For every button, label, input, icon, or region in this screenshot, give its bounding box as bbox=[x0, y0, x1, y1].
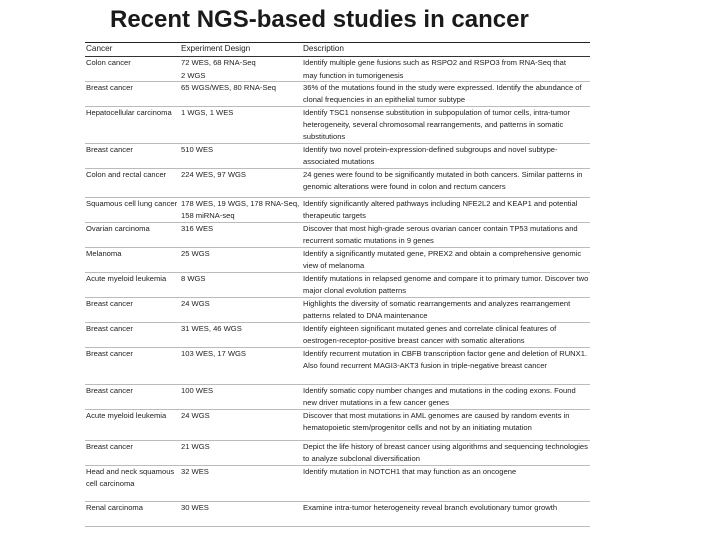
cell-description: may function in tumorigenesis bbox=[303, 71, 404, 80]
cell-cancer: Breast cancer bbox=[86, 299, 133, 308]
cell-description: Examine intra-tumor heterogeneity reveal branch evolutionary tumor growth bbox=[303, 503, 558, 512]
cell-cancer: Breast cancer bbox=[86, 442, 133, 451]
table-row bbox=[85, 144, 590, 169]
header-experiment-design: Experiment Design bbox=[181, 44, 251, 53]
cell-cancer: Breast cancer bbox=[86, 83, 133, 92]
cell-experiment-design: 2 WGS bbox=[181, 71, 206, 80]
cell-experiment-design: 31 WES, 46 WGS bbox=[181, 324, 242, 333]
table-row bbox=[85, 273, 590, 298]
cell-cancer: Colon and rectal cancer bbox=[86, 170, 167, 179]
cell-cancer: Acute myeloid leukemia bbox=[86, 411, 167, 420]
cell-experiment-design: 32 WES bbox=[181, 467, 209, 476]
cell-cancer: Colon cancer bbox=[86, 58, 131, 67]
table-row bbox=[85, 82, 590, 107]
table-row bbox=[85, 298, 590, 323]
table-row bbox=[85, 223, 590, 248]
studies-table bbox=[85, 42, 590, 527]
cell-experiment-design: 1 WGS, 1 WES bbox=[181, 108, 234, 117]
cell-experiment-design: 21 WGS bbox=[181, 442, 210, 451]
cell-experiment-design: 72 WES, 68 RNA-Seq bbox=[181, 58, 256, 67]
table-row bbox=[85, 348, 590, 385]
table-row bbox=[85, 107, 590, 144]
table-row bbox=[85, 385, 590, 410]
cell-experiment-design: 178 WES, 19 WGS, 178 RNA-Seq, 158 miRNA-seq bbox=[181, 199, 300, 221]
table-row bbox=[85, 410, 590, 441]
cell-experiment-design: 510 WES bbox=[181, 145, 214, 154]
cell-description: Depict the life history of breast cancer using algorithms and sequencing technologies to analyze subclonal diversification bbox=[303, 442, 588, 464]
cell-cancer bbox=[85, 70, 181, 81]
table-row bbox=[85, 502, 590, 527]
cell-experiment-design: 8 WGS bbox=[181, 274, 206, 283]
cell-experiment-design: 30 WES bbox=[181, 503, 209, 512]
cell-cancer: Hepatocellular carcinoma bbox=[86, 108, 172, 117]
cell-cancer: Renal carcinoma bbox=[86, 503, 143, 512]
table-row bbox=[85, 169, 590, 198]
cell-experiment-design: 103 WES, 17 WGS bbox=[181, 349, 246, 358]
cell-experiment-design: 24 WGS bbox=[181, 299, 210, 308]
table-row bbox=[85, 198, 590, 223]
table-row bbox=[85, 323, 590, 348]
cell-description: Discover that most high-grade serous ovarian cancer contain TP53 mutations and recurrent somatic mutations in 9 genes bbox=[303, 224, 578, 246]
cell-cancer: Breast cancer bbox=[86, 349, 133, 358]
cell-description: Highlights the diversity of somatic rearrangements and analyzes rearrangement patterns related to DNA maintenance bbox=[303, 299, 571, 321]
cell-cancer: Breast cancer bbox=[86, 324, 133, 333]
table-header bbox=[85, 43, 590, 57]
cell-cancer: Acute myeloid leukemia bbox=[86, 274, 167, 283]
cell-experiment-design: 224 WES, 97 WGS bbox=[181, 170, 246, 179]
cell-experiment-design: 65 WGS/WES, 80 RNA-Seq bbox=[181, 83, 276, 92]
cell-description: Identify mutation in NOTCH1 that may function as an oncogene bbox=[303, 467, 517, 476]
cell-cancer: Breast cancer bbox=[86, 145, 133, 154]
cell-description: Identify a significantly mutated gene, PREX2 and obtain a comprehensive genomic view of melanoma bbox=[303, 249, 582, 271]
table-body bbox=[85, 57, 590, 527]
header-description: Description bbox=[303, 44, 344, 53]
cell-experiment-design: 25 WGS bbox=[181, 249, 210, 258]
table-row bbox=[85, 466, 590, 502]
cell-description: Identify significantly altered pathways including NFE2L2 and KEAP1 and potential therapeutic targets bbox=[303, 199, 578, 221]
cell-cancer: Head and neck squamous cell carcinoma bbox=[86, 467, 175, 489]
cell-description: Identify mutations in relapsed genome and compare it to primary tumor. Discover two major clonal evolution patterns bbox=[303, 274, 589, 296]
table-row bbox=[85, 70, 590, 82]
cell-experiment-design: 316 WES bbox=[181, 224, 214, 233]
slide-title: Recent NGS-based studies in cancer bbox=[110, 6, 529, 33]
cell-description: 36% of the mutations found in the study were expressed. Identify the abundance of clonal frequencies in an epithelial tumor subtype bbox=[303, 83, 582, 105]
cell-description: Identify multiple gene fusions such as RSPO2 and RSPO3 from RNA-Seq that bbox=[303, 58, 566, 67]
cell-cancer: Breast cancer bbox=[86, 386, 133, 395]
cell-description: Identify eighteen significant mutated genes and correlate clinical features of oestrogen-receptor-positive breast cancer with somatic alterations bbox=[303, 324, 557, 346]
table-row bbox=[85, 248, 590, 273]
cell-description: Identify recurrent mutation in CBFB transcription factor gene and deletion of RUNX1. Also found recurrent MAGI3-AKT3 fusion in triple-negative breast cancer bbox=[303, 349, 588, 371]
table-row bbox=[85, 57, 590, 70]
cell-description: Identify TSC1 nonsense substitution in subpopulation of tumor cells, intra-tumor heterogeneity, several chromosomal rearrangements, and patterns in somatic substitutions bbox=[303, 108, 571, 142]
cell-description: Identify two novel protein-expression-defined subgroups and novel subtype-associated mutations bbox=[303, 145, 558, 167]
cell-cancer: Melanoma bbox=[86, 249, 122, 258]
cell-cancer: Ovarian carcinoma bbox=[86, 224, 150, 233]
cell-experiment-design: 100 WES bbox=[181, 386, 214, 395]
cell-description: 24 genes were found to be significantly mutated in both cancers. Similar patterns in genomic alterations were found in colon and rectum cancers bbox=[303, 170, 583, 192]
cell-description: Discover that most mutations in AML genomes are caused by random events in hematopoietic stem/progenitor cells and not by an initiating mutation bbox=[303, 411, 570, 433]
header-cancer: Cancer bbox=[86, 44, 113, 53]
cell-description: Identify somatic copy number changes and mutations in the coding exons. Found new driver mutations in a few cancer genes bbox=[303, 386, 576, 408]
cell-experiment-design: 24 WGS bbox=[181, 411, 210, 420]
cell-cancer: Squamous cell lung cancer bbox=[86, 199, 178, 208]
table-row bbox=[85, 441, 590, 466]
